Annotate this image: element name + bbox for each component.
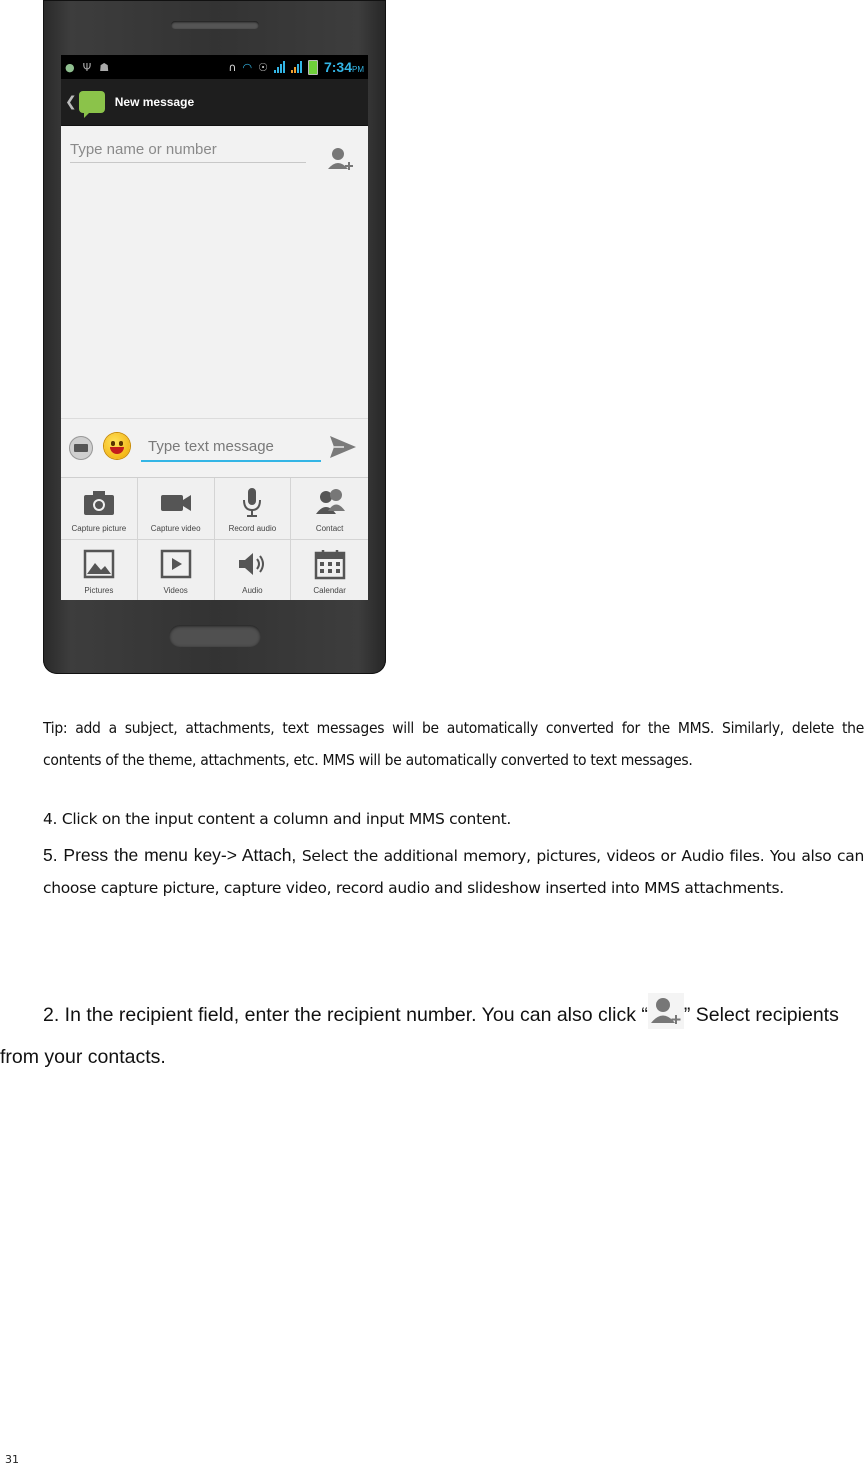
attach-capture-picture[interactable] [61, 478, 138, 540]
attach-label: Pictures [84, 586, 114, 595]
attach-label: Contact [315, 524, 344, 533]
keyboard-icon[interactable] [69, 436, 93, 460]
status-time: 7:34PM [323, 59, 364, 75]
phone-screen [61, 55, 368, 600]
emoticon-icon[interactable] [104, 433, 130, 459]
attach-label: Record audio [228, 524, 277, 533]
attach-videos[interactable] [138, 540, 215, 600]
add-contact-icon[interactable] [327, 145, 355, 173]
add-contact-inline-icon [648, 993, 684, 1029]
signal-2-icon [291, 61, 302, 73]
screen-title: New message [114, 95, 195, 109]
usb-icon: Ψ [82, 60, 92, 74]
attach-label: Calendar [313, 586, 346, 595]
attach-label: Capture picture [71, 524, 127, 533]
step-5-rest: Select the additional memory, pictures, videos or Audio files. You also can choose capture picture, capture video, record audio and slideshow inserted into MMS attachments. [43, 847, 865, 897]
recipient-input[interactable] [70, 136, 306, 163]
step-2-paragraph [0, 993, 865, 1078]
battery-icon [308, 60, 318, 75]
attach-label: Audio [242, 586, 263, 595]
step-2-after: ” Select recipients from your contacts. [0, 1004, 839, 1068]
headphones-icon: ∩ [228, 60, 237, 74]
phone-illustration [43, 0, 386, 674]
attach-capture-video[interactable] [138, 478, 215, 540]
message-text-input[interactable] [141, 433, 321, 462]
attach-calendar[interactable] [291, 540, 368, 600]
attach-label: Capture video [150, 524, 201, 533]
video-play-icon [159, 548, 193, 580]
alarm-icon: ☉ [258, 60, 268, 74]
notification-icon: ● [65, 60, 75, 74]
recipient-row [61, 126, 368, 182]
picture-icon [82, 548, 116, 580]
step-5-lead: 5. Press the menu key-> Attach, [43, 845, 297, 865]
contacts-icon [313, 486, 347, 518]
messaging-app-icon[interactable] [79, 91, 105, 113]
page-number: 31 [5, 1453, 19, 1466]
attachment-grid [61, 477, 368, 600]
video-camera-icon [159, 486, 193, 518]
home-button [169, 625, 261, 647]
android-icon: ☗ [99, 60, 110, 74]
step-5-paragraph [43, 840, 864, 904]
wifi-icon: ◠ [242, 60, 253, 74]
calendar-icon [313, 548, 347, 580]
action-bar [61, 79, 368, 126]
compose-row [61, 418, 368, 477]
attach-record-audio[interactable] [215, 478, 292, 540]
microphone-icon [235, 486, 269, 518]
back-chevron-icon[interactable]: ❮ [65, 94, 77, 110]
camera-icon [82, 486, 116, 518]
attach-audio[interactable] [215, 540, 292, 600]
tip-paragraph: Tip: add a subject, attachments, text messages will be automatically converted for the MMS. Similarly, delete the contents of the theme, attachments, etc. MMS will be automatically converted to text messages. [43, 719, 864, 769]
send-icon[interactable] [329, 435, 357, 459]
message-thread-area [61, 182, 368, 418]
step-4-paragraph: 4. Click on the input content a column and input MMS content. [43, 810, 512, 828]
earpiece [171, 21, 259, 29]
attach-pictures[interactable] [61, 540, 138, 600]
speaker-icon [235, 548, 269, 580]
signal-1-icon [274, 61, 285, 73]
attach-label: Videos [163, 586, 188, 595]
status-bar [61, 55, 368, 79]
attach-contact[interactable] [291, 478, 368, 540]
step-2-before: 2. In the recipient field, enter the recipient number. You can also click “ [43, 1004, 648, 1026]
